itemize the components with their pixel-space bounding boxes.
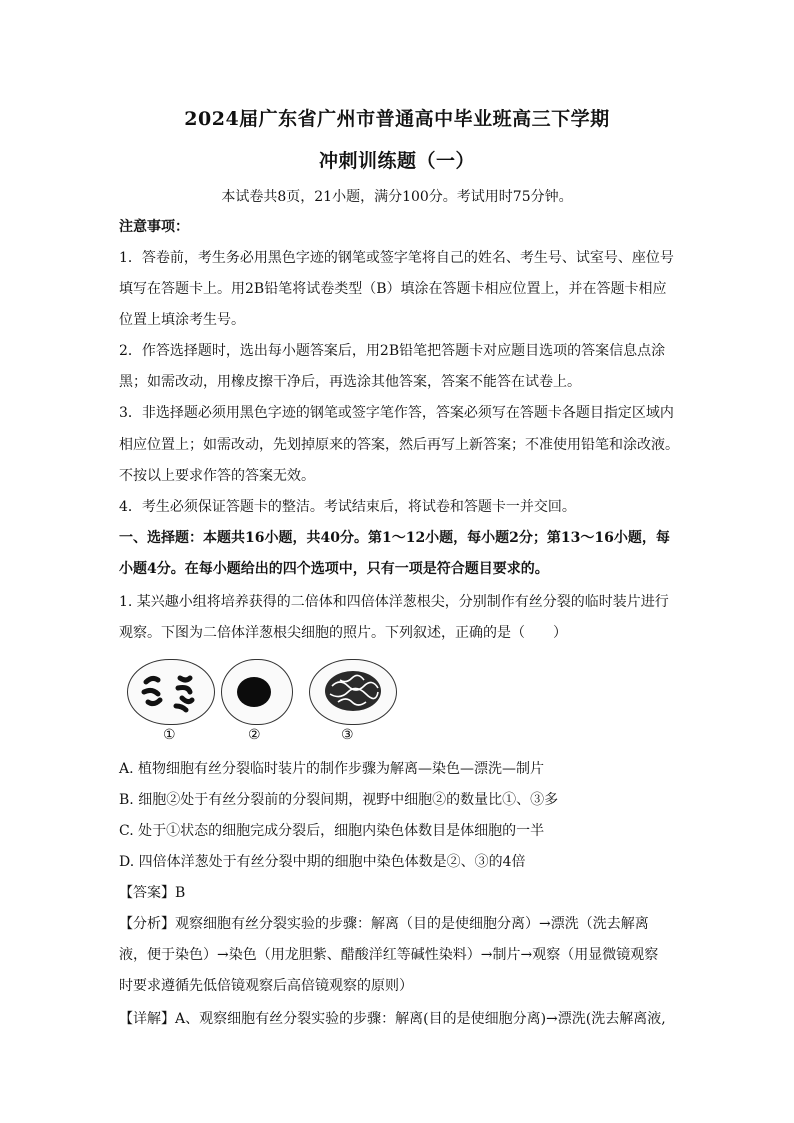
notice-line: 4．考生必须保证答题卡的整洁。考试结束后，将试卷和答题卡一并交回。 <box>119 499 576 515</box>
notice-heading: 注意事项： <box>119 219 189 235</box>
question-stem-line1: 1. 某兴趣小组将培养获得的二倍体和四倍体洋葱根尖，分别制作有丝分裂的临时装片进行 <box>119 594 669 610</box>
analysis-line: 液，便于染色）→染色（用龙胆紫、醋酸洋红等碱性染料）→制片→观察（用显微镜观察 <box>119 947 659 963</box>
option-b: B. 细胞②处于有丝分裂前的分裂间期，视野中细胞②的数量比①、③多 <box>119 792 559 808</box>
notice-line: 填写在答题卡上。用2B铅笔将试卷类型（B）填涂在答题卡相应位置上，并在答题卡相应 <box>119 281 667 297</box>
notice-line: 1．答卷前，考生务必用黑色字迹的钢笔或签字笔将自己的姓名、考生号、试室号、座位号 <box>119 250 674 266</box>
notice-line: 位置上填涂考生号。 <box>119 312 245 328</box>
detail-line: 【详解】A、观察细胞有丝分裂实验的步骤：解离(目的是使细胞分离)→漂洗(洗去解离液, <box>119 1011 666 1027</box>
analysis-line: 【分析】观察细胞有丝分裂实验的步骤：解离（目的是使细胞分离）→漂洗（洗去解离 <box>119 916 649 932</box>
exam-title-line2: 冲刺训练题（一） <box>318 150 475 172</box>
notice-line: 3．非选择题必须用黑色字迹的钢笔或签字笔作答，答案必须写在答题卡各题目指定区域内 <box>119 405 674 421</box>
answer-line: 【答案】B <box>119 885 186 901</box>
notice-line: 不按以上要求作答的答案无效。 <box>119 468 315 484</box>
analysis-line: 时要求遵循先低倍镜观察后高倍镜观察的原则） <box>119 978 413 994</box>
exam-subtitle: 本试卷共8页，21小题，满分100分。考试用时75分钟。 <box>221 189 573 205</box>
cell-2-image <box>221 659 293 725</box>
option-a: A. 植物细胞有丝分裂临时装片的制作步骤为解离—染色—漂洗—制片 <box>119 761 545 777</box>
notice-line: 2．作答选择题时，选出每小题答案后，用2B铅笔把答题卡对应题目选项的答案信息点涂 <box>119 343 666 359</box>
figure-label-1: ① <box>163 727 176 743</box>
question-stem-line2: 观察。下图为二倍体洋葱根尖细胞的照片。下列叙述，正确的是（ ） <box>119 625 567 641</box>
cell-3-image <box>309 659 397 725</box>
section-heading-line2: 小题4分。在每小题给出的四个选项中，只有一项是符合题目要求的。 <box>119 561 549 577</box>
onion-root-tip-cells-figure <box>121 655 411 750</box>
option-c: C. 处于①状态的细胞完成分裂后，细胞内染色体数目是体细胞的一半 <box>119 823 545 839</box>
notice-line: 黑；如需改动，用橡皮擦干净后，再选涂其他答案，答案不能答在试卷上。 <box>119 374 581 390</box>
cell-1-image <box>127 659 215 725</box>
section-heading-line1: 一、选择题：本题共16小题，共40分。第1～12小题，每小题2分；第13～16小题，每 <box>119 530 670 546</box>
option-d: D. 四倍体洋葱处于有丝分裂中期的细胞中染色体数是②、③的4倍 <box>119 854 526 870</box>
exam-title-line1: 2024届广东省广州市普通高中毕业班高三下学期 <box>184 108 610 130</box>
figure-label-3: ③ <box>341 727 354 743</box>
figure-label-2: ② <box>248 727 261 743</box>
notice-line: 相应位置上；如需改动，先划掉原来的答案，然后再写上新答案；不准使用铅笔和涂改液。 <box>119 437 679 453</box>
